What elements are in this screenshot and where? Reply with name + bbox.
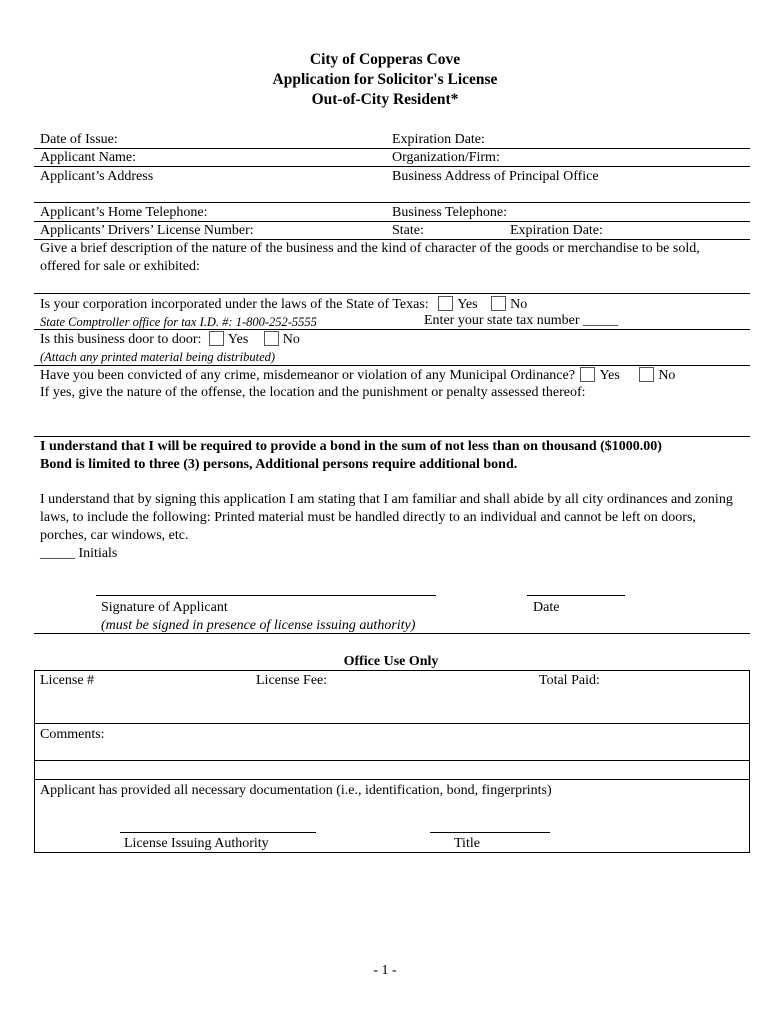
divider (34, 221, 750, 222)
state-label: State: (392, 223, 424, 238)
texas-corp-question (40, 296, 527, 313)
divider (34, 779, 750, 780)
divider (34, 436, 750, 437)
yes-label: Yes (227, 332, 249, 347)
expiration-date-label: Expiration Date: (392, 132, 485, 147)
bond-limit: Bond is limited to three (3) persons, Additional persons require additional bond. (40, 457, 518, 472)
signature-note: (must be signed in presence of license issuing authority) (101, 618, 416, 633)
license-number-label: License # (40, 673, 95, 688)
divider (34, 202, 750, 203)
agreement-text: I understand that by signing this application I am stating that I am familiar and shall abide by all city ordinances and zoning laws, to include the following: Printed material must be handled directly to an individual and cannot be left on doors, porches, car windows, etc. (40, 492, 733, 543)
business-telephone-label: Business Telephone: (392, 205, 508, 220)
date-of-issue-label: Date of Issue: (40, 132, 118, 147)
title-label: Title (454, 836, 480, 851)
applicant-name-label: Applicant Name: (40, 150, 137, 165)
organization-label: Organization/Firm: (392, 150, 500, 165)
offense-details-label: If yes, give the nature of the offense, the location and the punishment or penalty assessed thereof: (40, 385, 586, 400)
initials-field[interactable]: _____ Initials (40, 546, 118, 561)
applicant-address-label: Applicant’s Address (40, 169, 154, 184)
date-label: Date (533, 600, 560, 615)
title-line[interactable] (430, 832, 550, 833)
business-address-label: Business Address of Principal Office (392, 169, 599, 184)
divider (34, 329, 750, 330)
convicted-yes-checkbox[interactable] (580, 367, 595, 382)
documentation-label: Applicant has provided all necessary documentation (i.e., identification, bond, fingerprints) (40, 783, 552, 798)
yes-label: Yes (457, 297, 478, 312)
business-description-label: Give a brief description of the nature of the business and the kind of character of the goods or merchandise to be sold, offered for sale or exhibited: (40, 241, 700, 274)
divider (34, 723, 750, 724)
texas-corp-no-checkbox[interactable] (491, 296, 506, 311)
drivers-license-label: Applicants’ Drivers’ License Number: (40, 223, 254, 238)
total-paid-label: Total Paid: (539, 673, 600, 688)
license-fee-label: License Fee: (256, 673, 328, 688)
door-to-door-no-checkbox[interactable] (264, 331, 279, 346)
comments-label: Comments: (40, 727, 105, 742)
no-label: No (510, 297, 528, 312)
signature-line[interactable] (96, 595, 436, 596)
door-to-door-text: Is this business door to door: (40, 332, 202, 347)
door-to-door-question (40, 331, 300, 348)
attach-material-note: (Attach any printed material being distributed) (40, 350, 276, 364)
convicted-no-checkbox[interactable] (639, 367, 654, 382)
home-telephone-label: Applicant’s Home Telephone: (40, 205, 208, 220)
divider (34, 293, 750, 294)
form-title-city: City of Copperas Cove (309, 51, 461, 68)
form-title-application: Application for Solicitor's License (272, 71, 498, 88)
yes-label: Yes (599, 368, 620, 383)
authority-signature-line[interactable] (120, 832, 316, 833)
texas-corp-yes-checkbox[interactable] (438, 296, 453, 311)
form-title-resident: Out-of-City Resident* (311, 91, 459, 108)
convicted-question (40, 367, 675, 384)
no-label: No (658, 368, 676, 383)
divider (34, 760, 750, 761)
door-to-door-yes-checkbox[interactable] (209, 331, 224, 346)
divider (34, 365, 750, 366)
signature-label: Signature of Applicant (101, 600, 228, 615)
bond-requirement: I understand that I will be required to provide a bond in the sum of not less than on thousand ($1000.00) (40, 439, 662, 454)
texas-corp-text: Is your corporation incorporated under the laws of the State of Texas: (40, 297, 429, 312)
date-line[interactable] (527, 595, 625, 596)
divider (34, 166, 750, 167)
page-number: - 1 - (373, 963, 397, 978)
no-label: No (282, 332, 300, 347)
divider (34, 633, 750, 634)
office-use-title: Office Use Only (343, 654, 439, 669)
divider (34, 148, 750, 149)
authority-label: License Issuing Authority (124, 836, 269, 851)
convicted-text: Have you been convicted of any crime, misdemeanor or violation of any Municipal Ordinance? (40, 368, 575, 383)
dl-expiration-label: Expiration Date: (510, 223, 603, 238)
state-tax-number-label: Enter your state tax number _____ (424, 313, 619, 328)
comptroller-note: State Comptroller office for tax I.D. #: 1-800-252-5555 (40, 315, 317, 329)
office-use-box (34, 670, 750, 853)
